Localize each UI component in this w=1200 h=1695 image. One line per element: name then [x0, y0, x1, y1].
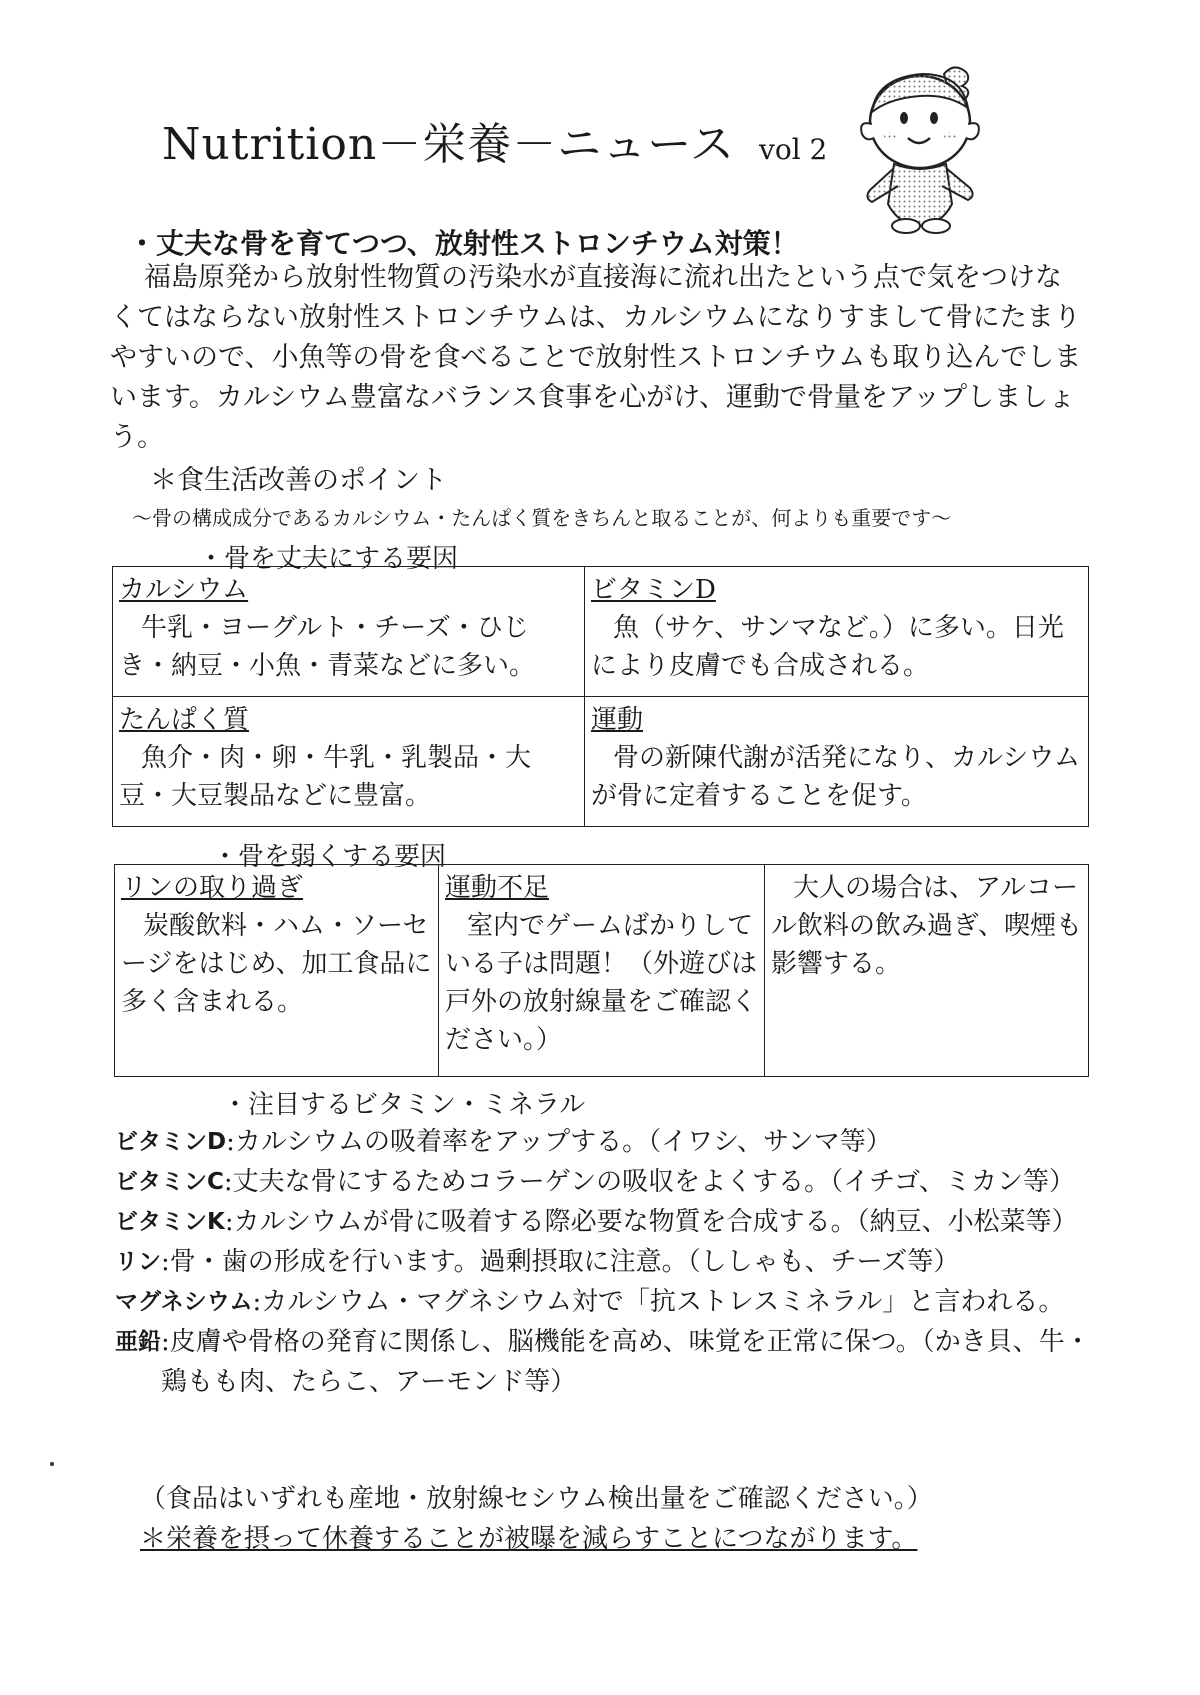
- footer-note: （食品はいずれも産地・放射線セシウム検出量をご確認ください。）: [140, 1484, 933, 1514]
- intro-heading: ・丈夫な骨を育てつつ、放射性ストロンチウム対策！: [128, 227, 799, 260]
- vitamin-name: 亜鉛: [115, 1329, 161, 1355]
- cell-title: 運動不足: [445, 873, 550, 903]
- cell-body: 大人の場合は、アルコール飲料の飲み過ぎ、喫煙も影響する。: [771, 873, 1082, 979]
- cell-body: 炭酸飲料・ハム・ソーセージをはじめ、加工食品に多く含まれる。: [121, 911, 432, 1017]
- vitamins-heading: ・注目するビタミン・ミネラル: [222, 1090, 586, 1120]
- table-cell: [115, 865, 439, 1077]
- cell-body: 牛乳・ヨーグルト・チーズ・ひじき・納豆・小魚・青菜などに多い。: [119, 613, 536, 681]
- vitamin-desc: :丈夫な骨にするためコラーゲンの吸収をよくする。（イチゴ、ミカン等）: [223, 1167, 1076, 1197]
- table-cell: [439, 865, 765, 1077]
- vitamin-name: ビタミンC: [115, 1169, 224, 1195]
- table-row: [113, 697, 1089, 827]
- mascot-illustration: [858, 60, 998, 235]
- vitamin-name: ビタミンK: [115, 1209, 225, 1235]
- table-cell: [113, 567, 585, 697]
- list-item: [115, 1202, 1095, 1242]
- weaken-table: [114, 864, 1089, 1077]
- vitamin-desc: :骨・歯の形成を行います。過剰摂取に注意。（ししゃも、チーズ等）: [161, 1247, 960, 1277]
- weaken-heading: ・骨を弱くする要因: [212, 842, 447, 872]
- list-item: [115, 1242, 1095, 1282]
- table-row: [115, 865, 1089, 1077]
- cell-title: ビタミンD: [591, 575, 716, 605]
- vitamin-desc: :カルシウム・マグネシウム対で「抗ストレスミネラル」と言われる。: [252, 1287, 1065, 1317]
- cell-body: 骨の新陳代謝が活発になり、カルシウムが骨に定着することを促す。: [591, 743, 1081, 811]
- vitamin-desc: :皮膚や骨格の発育に関係し、脳機能を高め、味覚を正常に保つ。（かき貝、牛・鶏もも肉、たらこ、アーモンド等）: [161, 1327, 1091, 1397]
- vitamin-name: ビタミンD: [115, 1129, 227, 1155]
- cell-body: 魚（サケ、サンマなど。）に多い。日光により皮膚でも合成される。: [591, 613, 1064, 681]
- newsletter-title: [162, 108, 827, 172]
- list-item: [115, 1122, 1095, 1162]
- cell-body: 室内でゲームばかりしている子は問題！（外遊びは戸外の放射線量をご確認ください。）: [445, 911, 758, 1055]
- table-cell: [765, 865, 1089, 1077]
- vitamin-name: マグネシウム: [115, 1289, 253, 1315]
- table-cell: [113, 697, 585, 827]
- intro-paragraph: 福島原発から放射性物質の汚染水が直接海に流れ出たという点で気をつけなくてはならない放射性ストロンチウムは、カルシウムになりすまして骨にたまりやすいので、小魚等の骨を食べることで放射性ストロンチウムも取り込んでしまいます。カルシウム豊富なバランス食事を心がけ、運動で骨量をアップしましょう。: [110, 262, 1082, 453]
- cell-title: たんぱく質: [119, 705, 250, 735]
- vitamin-desc: :カルシウムが骨に吸着する際必要な物質を合成する。（納豆、小松菜等）: [224, 1207, 1078, 1237]
- cell-body: 魚介・肉・卵・牛乳・乳製品・大豆・大豆製品などに豊富。: [119, 743, 532, 811]
- title-text: Nutrition－栄養－ニュース: [162, 119, 736, 170]
- table-row: [113, 567, 1089, 697]
- cell-title: リンの取り過ぎ: [121, 873, 304, 903]
- vitamin-desc: :カルシウムの吸着率をアップする。（イワシ、サンマ等）: [226, 1127, 892, 1157]
- list-item: [115, 1282, 1095, 1322]
- points-heading: ＊食生活改善のポイント: [150, 465, 447, 496]
- points-subtitle: ～骨の構成成分であるカルシウム・たんぱく質をきちんと取ることが、何よりも重要です～: [132, 506, 952, 530]
- footer-final-message: ＊栄養を摂って休養することが被曝を減らすことにつながります。: [140, 1524, 918, 1554]
- vitamin-list: [115, 1122, 1095, 1402]
- vitamin-name: リン: [115, 1249, 161, 1275]
- table-cell: [585, 567, 1089, 697]
- cell-title: 運動: [591, 705, 644, 735]
- table-cell: [585, 697, 1089, 827]
- strengthen-heading: ・骨を丈夫にする要因: [198, 544, 459, 574]
- cell-title: カルシウム: [119, 575, 249, 605]
- strengthen-table: [112, 566, 1089, 827]
- scan-speck: [50, 1462, 54, 1466]
- volume-label: vol 2: [759, 133, 828, 166]
- list-item: [115, 1322, 1095, 1402]
- list-item: [115, 1162, 1095, 1202]
